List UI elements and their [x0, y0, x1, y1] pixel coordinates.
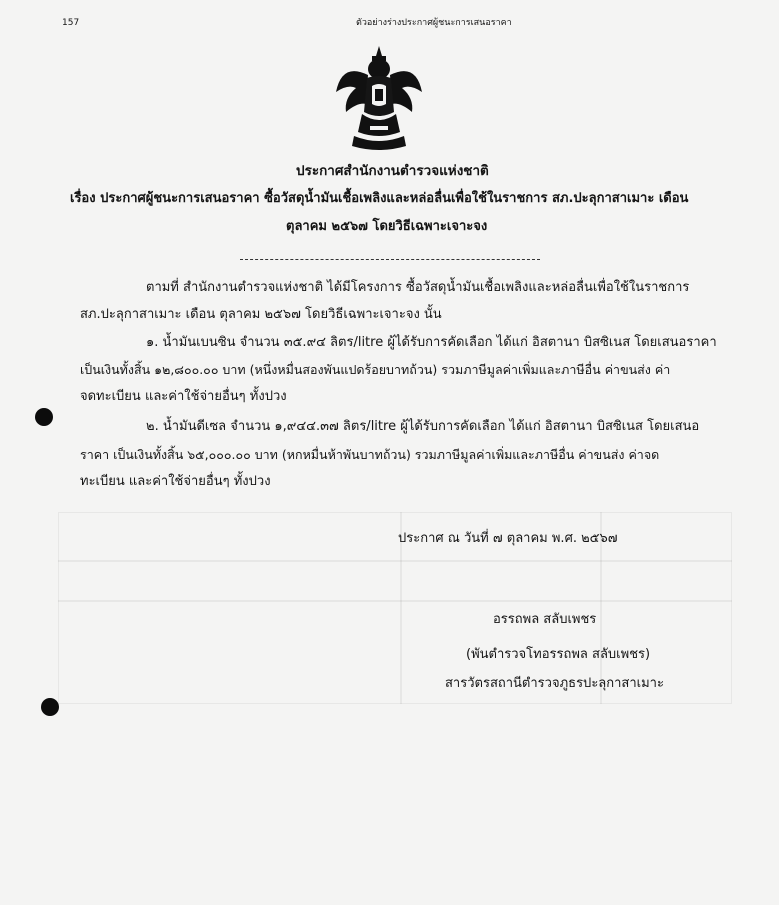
signer-rank: (พันตำรวจโทอรรถพล สลับเพชร) [466, 647, 651, 662]
punch-hole [35, 408, 53, 426]
signer-position: สารวัตรสถานีตำรวจภูธรปะลุกาสาเมาะ [445, 676, 664, 691]
subject-line: เรื่อง ประกาศผู้ชนะการเสนอราคา ซื้อวัสดุน้ำมันเชื้อเพลิงและหล่อลื่นเพื่อใช้ในราชการ สภ.ปะลุกาสาเมาะ เดือน [70, 191, 689, 206]
award-item-2: ราคา เป็นเงินทั้งสิ้น ๖๕,๐๐๐.๐๐ บาท (หกหมื่นห้าพันบาทถ้วน) รวมภาษีมูลค่าเพิ่มและภาษีอื่น ค่าขนส่ง ค่าจด [80, 447, 660, 462]
award-item-2: ๒. น้ำมันดีเซล จำนวน ๑,๙๔๔.๓๗ ลิตร/litre ผู้ได้รับการคัดเลือก ได้แก่ อิสตานา บิสซิเนส โดยเสนอ [146, 419, 700, 434]
doc-code: 157 [62, 18, 80, 28]
announcement-date: ประกาศ ณ วันที่ ๗ ตุลาคม พ.ศ. ๒๕๖๗ [398, 531, 618, 546]
award-item-1: เป็นเงินทั้งสิ้น ๑๒,๘๐๐.๐๐ บาท (หนึ่งหมื่นสองพันแปดร้อยบาทถ้วน) รวมภาษีมูลค่าเพิ่มและภาษีอื่น ค่าขนส่ง ค่า [80, 362, 671, 377]
announcement-title: ประกาศสำนักงานตำรวจแห่งชาติ [296, 163, 489, 179]
award-item-1: จดทะเบียน และค่าใช้จ่ายอื่นๆ ทั้งปวง [80, 389, 287, 404]
header-caption: ตัวอย่างร่างประกาศผู้ชนะการเสนอราคา [356, 18, 512, 28]
intro-paragraph: สภ.ปะลุกาสาเมาะ เดือน ตุลาคม ๒๕๖๗ โดยวิธีเฉพาะเจาะจง นั้น [80, 307, 442, 322]
signer-name: อรรถพล สลับเพชร [493, 612, 597, 627]
show-through-row [58, 560, 732, 562]
intro-paragraph: ตามที่ สำนักงานตำรวจแห่งชาติ ได้มีโครงการ ซื้อวัสดุน้ำมันเชื้อเพลิงและหล่อลื่นเพื่อใช้ในราชการ [146, 280, 690, 295]
punch-hole [41, 698, 59, 716]
award-item-1: ๑. น้ำมันเบนซิน จำนวน ๓๕.๙๔ ลิตร/litre ผู้ได้รับการคัดเลือก ได้แก่ อิสตานา บิสซิเนส โดยเสนอราคา [146, 335, 717, 350]
separator-rule [240, 259, 540, 260]
subject-line: ตุลาคม ๒๕๖๗ โดยวิธีเฉพาะเจาะจง [286, 219, 488, 234]
garuda-emblem-icon [334, 42, 424, 154]
show-through-row [58, 600, 732, 602]
award-item-2: ทะเบียน และค่าใช้จ่ายอื่นๆ ทั้งปวง [80, 474, 271, 489]
